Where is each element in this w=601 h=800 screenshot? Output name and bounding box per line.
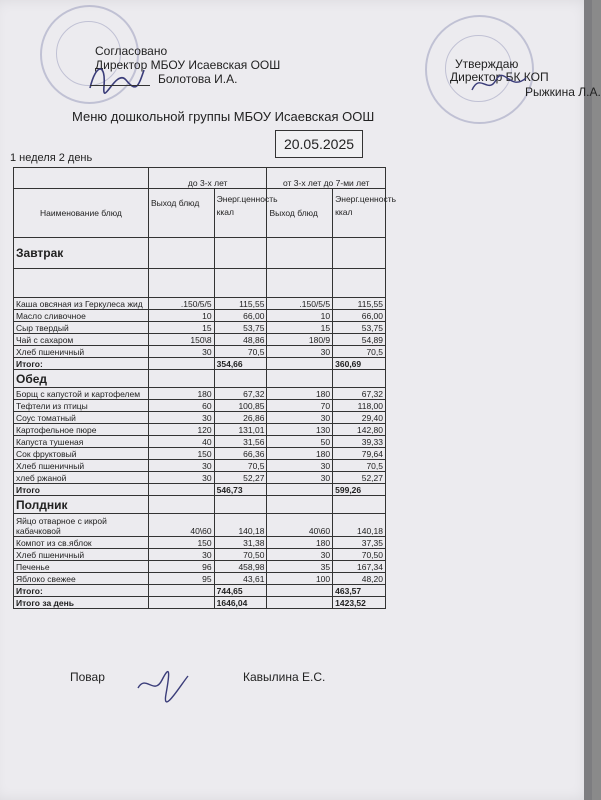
dish-name: Хлеб пшеничный bbox=[14, 346, 149, 358]
empty-cell bbox=[148, 238, 214, 269]
age-group-1: до 3-х лет bbox=[148, 168, 267, 189]
subtotal-row bbox=[14, 484, 386, 496]
subtotal-2: 360,69 bbox=[333, 358, 386, 370]
yield-2: 15 bbox=[267, 322, 333, 334]
table-row bbox=[14, 424, 386, 436]
energy-2: 70,50 bbox=[333, 549, 386, 561]
energy-2: 66,00 bbox=[333, 310, 386, 322]
energy-2: 67,32 bbox=[333, 388, 386, 400]
energy-2: 39,33 bbox=[333, 436, 386, 448]
yield-2: 50 bbox=[267, 436, 333, 448]
empty-cell bbox=[214, 238, 267, 269]
energy-1: 48,86 bbox=[214, 334, 267, 346]
yield-2: 180 bbox=[267, 448, 333, 460]
left-signature bbox=[86, 58, 146, 103]
table-row bbox=[14, 388, 386, 400]
empty-cell bbox=[333, 238, 386, 269]
cook-name: Кавылина Е.С. bbox=[243, 670, 326, 684]
table-row bbox=[14, 561, 386, 573]
subtotal-1: 354,66 bbox=[214, 358, 267, 370]
energy-1: 66,36 bbox=[214, 448, 267, 460]
yield-1: 150\8 bbox=[148, 334, 214, 346]
empty-cell bbox=[333, 496, 386, 514]
dish-name: Сок фруктовый bbox=[14, 448, 149, 460]
energy-1: 140,18 bbox=[214, 514, 267, 537]
table-row bbox=[14, 298, 386, 310]
yield-1: .150/5/5 bbox=[148, 298, 214, 310]
spacer-row bbox=[14, 269, 386, 298]
yield-1: 10 bbox=[148, 310, 214, 322]
dish-name: Борщ с капустой и картофелем bbox=[14, 388, 149, 400]
day-total-2: 1423,52 bbox=[333, 597, 386, 609]
empty-cell bbox=[267, 484, 333, 496]
dish-name: Масло сливочное bbox=[14, 310, 149, 322]
yield-1: 120 bbox=[148, 424, 214, 436]
energy-2: 140,18 bbox=[333, 514, 386, 537]
date-value: 20.05.2025 bbox=[283, 136, 355, 152]
dish-name: Яйцо отварное с икрой кабачковой bbox=[14, 514, 149, 537]
menu-table-body bbox=[14, 168, 397, 609]
subtotal-label: Итого bbox=[14, 484, 149, 496]
empty-cell bbox=[148, 484, 214, 496]
energy-2: 118,00 bbox=[333, 400, 386, 412]
yield-2: 40\60 bbox=[267, 514, 333, 537]
energy-1: 70,50 bbox=[214, 549, 267, 561]
yield-2: 180 bbox=[267, 388, 333, 400]
yield-1: 30 bbox=[148, 412, 214, 424]
empty-cell bbox=[214, 370, 267, 388]
energy-1: 458,98 bbox=[214, 561, 267, 573]
table-row bbox=[14, 412, 386, 424]
table-row bbox=[14, 472, 386, 484]
date-box bbox=[275, 130, 363, 158]
empty-cell bbox=[267, 597, 333, 609]
yield-1: 30 bbox=[148, 472, 214, 484]
yield-2: 180 bbox=[267, 537, 333, 549]
empty-cell bbox=[267, 358, 333, 370]
column-header-row bbox=[14, 189, 386, 238]
energy-2: 48,20 bbox=[333, 573, 386, 585]
yield-1: 15 bbox=[148, 322, 214, 334]
yield-1: 150 bbox=[148, 448, 214, 460]
table-row bbox=[14, 514, 386, 537]
energy-2: 54,89 bbox=[333, 334, 386, 346]
yield-2: 100 bbox=[267, 573, 333, 585]
table-row bbox=[14, 436, 386, 448]
section-title: Полдник bbox=[14, 496, 149, 514]
yield-2: 30 bbox=[267, 472, 333, 484]
table-row bbox=[14, 448, 386, 460]
dish-name: Каша овсяная из Геркулеса жид bbox=[14, 298, 149, 310]
empty-cell bbox=[148, 269, 214, 298]
yield-2: 130 bbox=[267, 424, 333, 436]
approved-right-name: Рыжкина Л.А. bbox=[525, 85, 601, 99]
energy-1: 52,27 bbox=[214, 472, 267, 484]
dish-name: Компот из св.яблок bbox=[14, 537, 149, 549]
yield-2: 180/9 bbox=[267, 334, 333, 346]
subtotal-row bbox=[14, 358, 386, 370]
left-sign-line bbox=[90, 85, 150, 86]
section-title: Завтрак bbox=[14, 238, 149, 269]
subtotal-label: Итого: bbox=[14, 585, 149, 597]
energy-2: 53,75 bbox=[333, 322, 386, 334]
energy-2: 29,40 bbox=[333, 412, 386, 424]
col-yield2-header: Выход блюд bbox=[267, 189, 333, 238]
approved-left-title: Директор МБОУ Исаевская ООШ bbox=[95, 58, 281, 72]
yield-2: 70 bbox=[267, 400, 333, 412]
energy-2: 142,80 bbox=[333, 424, 386, 436]
energy-2: 115,55 bbox=[333, 298, 386, 310]
page-title: Меню дошкольной группы МБОУ Исаевская ООШ bbox=[72, 109, 375, 124]
yield-1: 96 bbox=[148, 561, 214, 573]
yield-1: 30 bbox=[148, 549, 214, 561]
approved-left-name: Болотова И.А. bbox=[158, 72, 238, 86]
empty-cell bbox=[267, 496, 333, 514]
energy-1: 70,5 bbox=[214, 460, 267, 472]
empty-cell bbox=[148, 585, 214, 597]
empty-cell bbox=[214, 269, 267, 298]
dish-name: Сыр твердый bbox=[14, 322, 149, 334]
day-total-row bbox=[14, 597, 386, 609]
dish-name: Хлеб пшеничный bbox=[14, 460, 149, 472]
table-row bbox=[14, 400, 386, 412]
week-day-label: 1 неделя 2 день bbox=[10, 152, 93, 164]
dish-name: Капуста тушеная bbox=[14, 436, 149, 448]
empty-cell bbox=[267, 370, 333, 388]
energy-1: 31,38 bbox=[214, 537, 267, 549]
yield-1: 30 bbox=[148, 346, 214, 358]
empty-cell bbox=[333, 269, 386, 298]
col-energy-header: Энерг.ценность ккал bbox=[214, 189, 267, 238]
empty-cell bbox=[333, 370, 386, 388]
subtotal-label: Итого: bbox=[14, 358, 149, 370]
yield-2: 10 bbox=[267, 310, 333, 322]
empty-cell bbox=[148, 370, 214, 388]
table-row bbox=[14, 310, 386, 322]
energy-1: 70,5 bbox=[214, 346, 267, 358]
subtotal-2: 463,57 bbox=[333, 585, 386, 597]
table-row bbox=[14, 334, 386, 346]
yield-1: 40 bbox=[148, 436, 214, 448]
dish-name: Яблоко свежее bbox=[14, 573, 149, 585]
energy-2: 37,35 bbox=[333, 537, 386, 549]
approved-right-title: Директор БК КОП bbox=[450, 70, 549, 84]
empty-cell bbox=[14, 269, 149, 298]
dish-name: хлеб ржаной bbox=[14, 472, 149, 484]
subtotal-row bbox=[14, 585, 386, 597]
energy-2: 167,34 bbox=[333, 561, 386, 573]
table-row bbox=[14, 322, 386, 334]
subtotal-1: 744,65 bbox=[214, 585, 267, 597]
subtotal-2: 599,26 bbox=[333, 484, 386, 496]
dish-name: Хлеб пшеничный bbox=[14, 549, 149, 561]
energy-2: 70,5 bbox=[333, 346, 386, 358]
age-group-2: от 3-х лет до 7-ми лет bbox=[267, 168, 386, 189]
dish-name: Чай с сахаром bbox=[14, 334, 149, 346]
section-row bbox=[14, 496, 386, 514]
energy-1: 67,32 bbox=[214, 388, 267, 400]
col-name-header: Наименование блюд bbox=[14, 189, 149, 238]
col-energy2-header: Энерг.ценность ккал bbox=[333, 189, 386, 238]
yield-2: 30 bbox=[267, 346, 333, 358]
yield-2: 35 bbox=[267, 561, 333, 573]
yield-1: 150 bbox=[148, 537, 214, 549]
dish-name: Соус томатный bbox=[14, 412, 149, 424]
dish-name: Печенье bbox=[14, 561, 149, 573]
right-signature bbox=[470, 70, 530, 105]
day-total-1: 1646,04 bbox=[214, 597, 267, 609]
energy-1: 31,56 bbox=[214, 436, 267, 448]
energy-1: 66,00 bbox=[214, 310, 267, 322]
cook-signature bbox=[132, 666, 192, 711]
table-row bbox=[14, 460, 386, 472]
energy-1: 115,55 bbox=[214, 298, 267, 310]
yield-2: .150/5/5 bbox=[267, 298, 333, 310]
empty-cell bbox=[267, 585, 333, 597]
yield-2: 30 bbox=[267, 412, 333, 424]
day-total-label: Итого за день bbox=[14, 597, 149, 609]
yield-1: 95 bbox=[148, 573, 214, 585]
empty-cell bbox=[267, 269, 333, 298]
energy-1: 53,75 bbox=[214, 322, 267, 334]
dish-name: Тефтели из птицы bbox=[14, 400, 149, 412]
energy-1: 100,85 bbox=[214, 400, 267, 412]
empty-cell bbox=[148, 496, 214, 514]
menu-table bbox=[13, 167, 397, 609]
empty-cell bbox=[148, 597, 214, 609]
subtotal-1: 546,73 bbox=[214, 484, 267, 496]
section-title: Обед bbox=[14, 370, 149, 388]
energy-1: 43,61 bbox=[214, 573, 267, 585]
empty-cell bbox=[214, 496, 267, 514]
yield-1: 60 bbox=[148, 400, 214, 412]
table-row bbox=[14, 549, 386, 561]
energy-2: 79,64 bbox=[333, 448, 386, 460]
yield-1: 40\60 bbox=[148, 514, 214, 537]
yield-1: 180 bbox=[148, 388, 214, 400]
yield-2: 30 bbox=[267, 549, 333, 561]
energy-2: 70,5 bbox=[333, 460, 386, 472]
dish-name: Картофельное пюре bbox=[14, 424, 149, 436]
section-row bbox=[14, 238, 386, 269]
yield-1: 30 bbox=[148, 460, 214, 472]
energy-1: 131,01 bbox=[214, 424, 267, 436]
approved-left-label: Согласовано bbox=[95, 44, 168, 58]
table-row bbox=[14, 573, 386, 585]
empty-cell bbox=[148, 358, 214, 370]
energy-1: 26,86 bbox=[214, 412, 267, 424]
table-row bbox=[14, 537, 386, 549]
section-row bbox=[14, 370, 386, 388]
yield-2: 30 bbox=[267, 460, 333, 472]
cook-label: Повар bbox=[70, 670, 105, 684]
empty-cell bbox=[267, 238, 333, 269]
col-yield-header: Выход блюд bbox=[148, 189, 214, 238]
age-group-row bbox=[14, 168, 386, 189]
page-edge bbox=[584, 0, 592, 800]
approved-right-label: Утверждаю bbox=[455, 57, 519, 71]
energy-2: 52,27 bbox=[333, 472, 386, 484]
table-row bbox=[14, 346, 386, 358]
